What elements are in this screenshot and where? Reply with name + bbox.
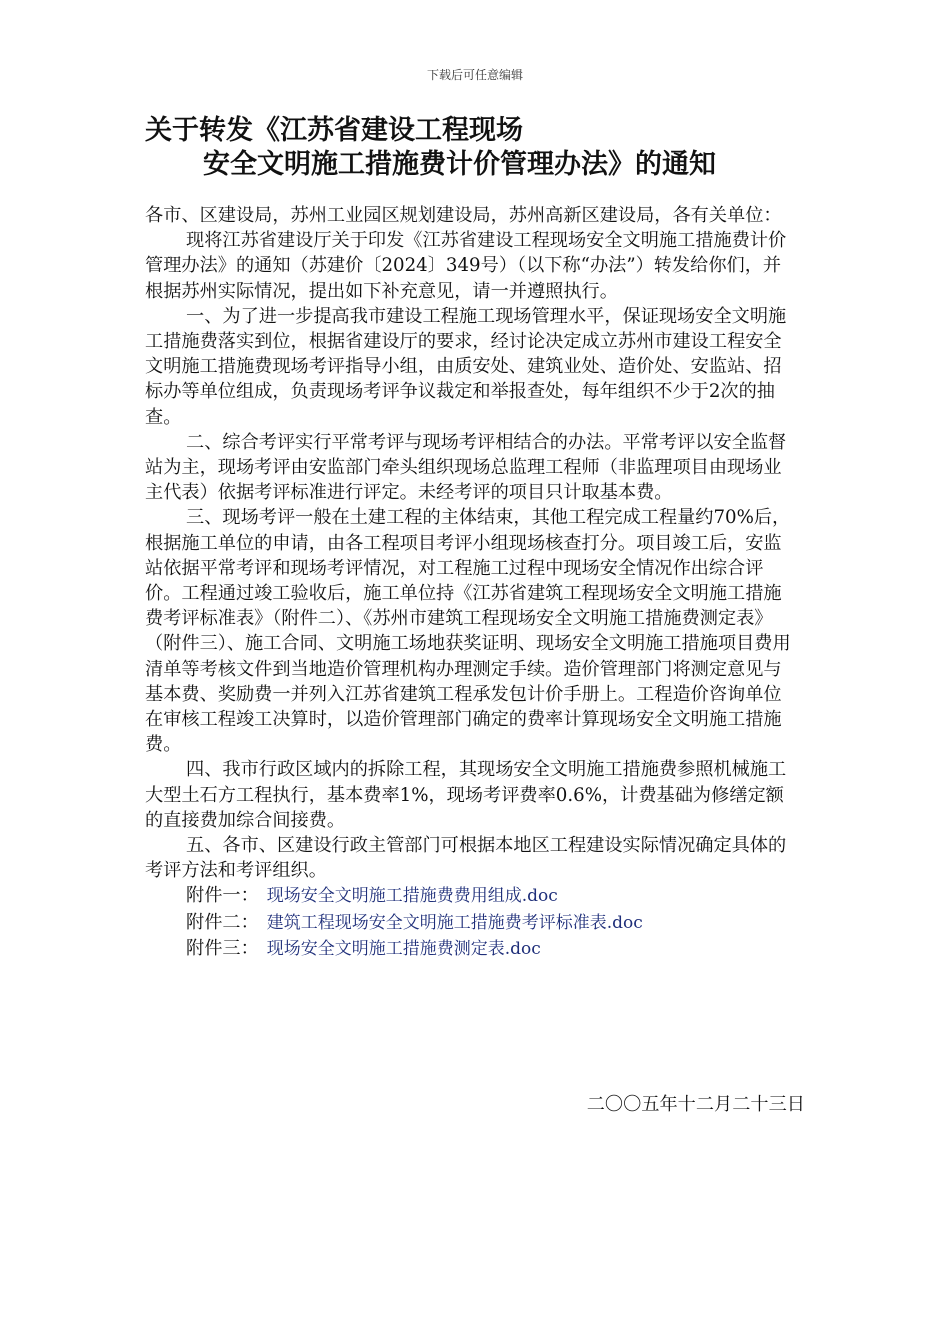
title-line-2: 安全文明施工措施费计价管理办法》的通知 <box>203 149 716 180</box>
paragraph-item-5: 五、各市、区建设行政主管部门可根据本地区工程建设实际情况确定具体的考评方法和考评组织。 <box>145 835 787 882</box>
paragraph-item-4: 四、我市行政区域内的拆除工程，其现场安全文明施工措施费参照机械施工大型土石方工程执行，基本费率1%，现场考评费率0.6%，计费基础为修缮定额的直接费加综合间接费。 <box>145 759 787 831</box>
attachment-row-1 <box>145 883 795 909</box>
document-title <box>145 114 845 182</box>
salutation: 各市、区建设局，苏州工业园区规划建设局，苏州高新区建设局，各有关单位： <box>145 205 782 226</box>
paragraph-item-3: 三、现场考评一般在土建工程的主体结束，其他工程完成工程量约70%后，根据施工单位的申请，由各工程项目考评小组现场核查打分。项目竣工后，安监站依据平常考评和现场考评情况，对工程施工过程中现场安全情况作出综合评价。工程通过竣工验收后，施工单位持《江苏省建筑工程现场安全文明施工措施费考评标准表》（附件二）、《苏州市建筑工程现场安全文明施工措施费测定表》（附件三）、施工合同、文明施工场地获奖证明、现场安全文明施工措施项目费用清单等考核文件到当地造价管理机构办理测定手续。造价管理部门将测定意见与基本费、奖励费一并列入江苏省建筑工程承发包计价手册上。工程造价咨询单位在审核工程竣工决算时，以造价管理部门确定的费率计算现场安全文明施工措施费。 <box>145 507 791 756</box>
attachment-link-3[interactable]: 现场安全文明施工措施费测定表.doc <box>266 938 541 959</box>
title-line-1: 关于转发《江苏省建设工程现场 <box>145 115 523 146</box>
attachment-link-1[interactable]: 现场安全文明施工措施费费用组成.doc <box>266 886 558 907</box>
attachment-row-2 <box>145 910 795 936</box>
attachment-label: 附件三： <box>186 937 259 959</box>
attachment-label: 附件二： <box>186 911 259 933</box>
paragraph-item-2: 二、综合考评实行平常考评与现场考评相结合的办法。平常考评以安全监督站为主，现场考评由安监部门牵头组织现场总监理工程师（非监理项目由现场业主代表）依据考评标准进行评定。未经考评的项目只计取基本费。 <box>145 431 787 504</box>
attachment-link-2[interactable]: 建筑工程现场安全文明施工措施费考评标准表.doc <box>266 912 643 933</box>
attachment-label: 附件一： <box>186 885 259 907</box>
attachment-row-3 <box>145 936 795 962</box>
page-header-note: 下载后可任意编辑 <box>426 68 523 82</box>
paragraph-intro: 现将江苏省建设厅关于印发《江苏省建设工程现场安全文明施工措施费计价管理办法》的通知（苏建价〔2024〕349号）（以下称“办法”）转发给你们，并根据苏州实际情况，提出如下补充意见，请一并遵照执行。 <box>145 230 787 302</box>
document-date: 二〇〇五年十二月二十三日 <box>586 1094 805 1115</box>
paragraph-item-1: 一、为了进一步提高我市建设工程施工现场管理水平，保证现场安全文明施工措施费落实到位，根据省建设厅的要求，经讨论决定成立苏州市建设工程安全文明施工措施费现场考评指导小组，由质安处、建筑业处、造价处、安监站、招标办等单位组成，负责现场考评争议裁定和举报查处，每年组织不少于2次的抽查。 <box>145 305 787 428</box>
document-body <box>145 203 795 962</box>
